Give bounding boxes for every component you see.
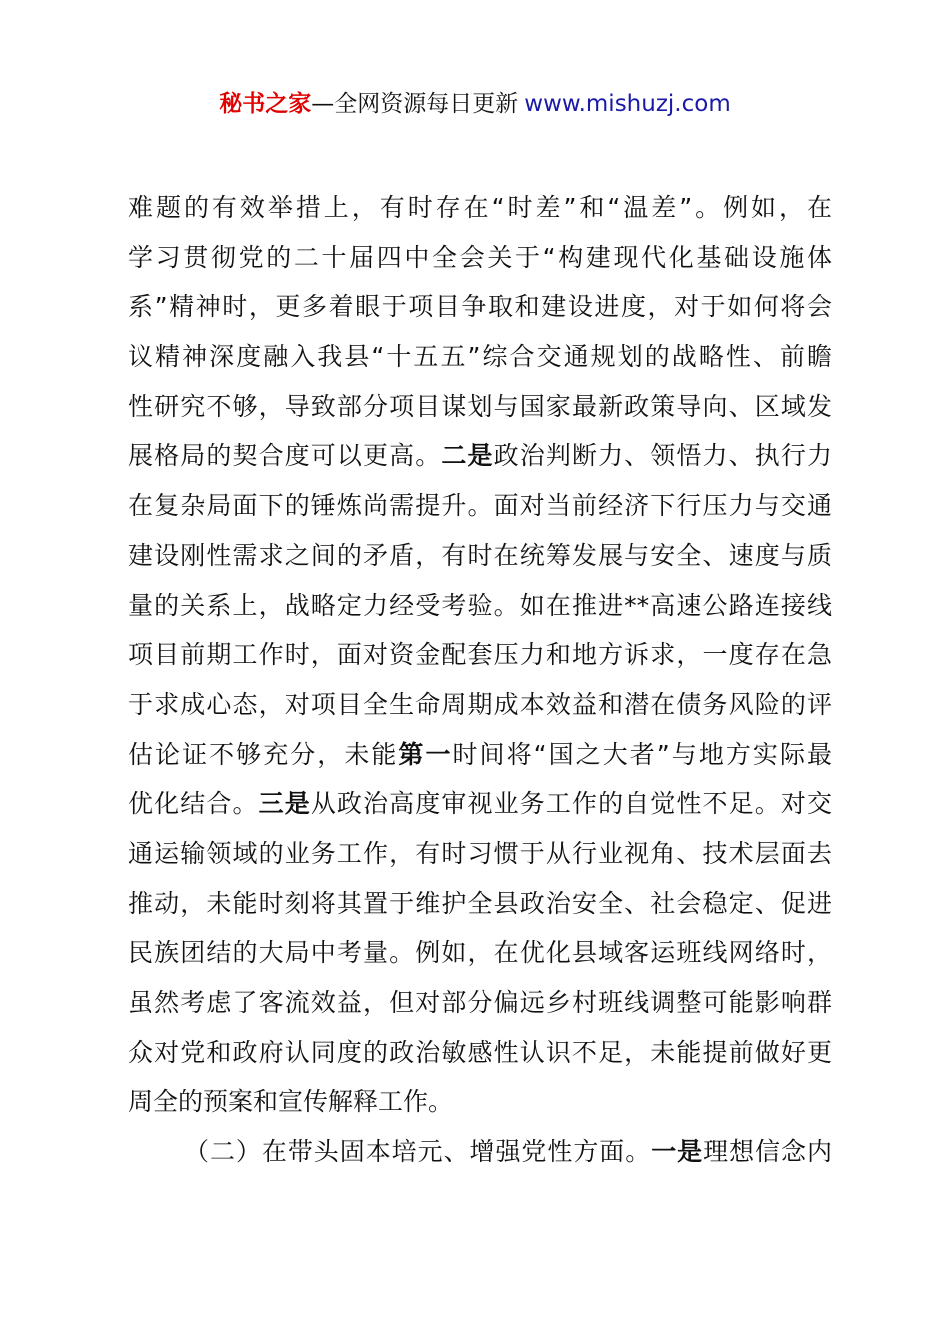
emphasis-text: 二是 (441, 441, 494, 471)
header-tagline: —全网资源每日更新 (311, 91, 519, 117)
text-line-10: 项目前期工作时，面对资金配套压力和地方诉求，一度存在急 (128, 640, 832, 670)
text-line-1: 难题的有效举措上，有时存在“时差”和“温差”。例如，在 (128, 193, 832, 222)
text-line-6: 展格局的契合度可以更高。二是政治判断力、领悟力、执行力 (128, 441, 832, 471)
document-body (128, 183, 832, 1177)
text-line-8: 建设刚性需求之间的矛盾，有时在统筹发展与安全、速度与质 (128, 540, 832, 570)
emphasis-text: 第一 (398, 739, 453, 769)
section-heading-line: （二）在带头固本培元、增强党性方面。一是理想信念内 (184, 1137, 832, 1167)
text-line-15: 推动，未能时刻将其置于维护全县政治安全、社会稳定、促进 (128, 888, 832, 918)
text-line-18: 众对党和政府认同度的政治敏感性认识不足，未能提前做好更 (128, 1037, 832, 1067)
text-line-17: 虽然考虑了客流效益，但对部分偏远乡村班线调整可能影响群 (128, 988, 832, 1017)
text-line-19: 周全的预案和宣传解释工作。 (128, 1087, 454, 1117)
text-line-14: 通运输领域的业务工作，有时习惯于从行业视角、技术层面去 (128, 838, 832, 868)
emphasis-text: 一是 (651, 1137, 704, 1167)
text-line-2: 学习贯彻党的二十届四中全会关于“构建现代化基础设施体 (128, 242, 832, 272)
text-line-7: 在复杂局面下的锤炼尚需提升。面对当前经济下行压力与交通 (128, 491, 832, 521)
emphasis-text: 三是 (258, 789, 311, 819)
page-header (0, 86, 950, 122)
text-line-16: 民族团结的大局中考量。例如，在优化县域客运班线网络时， (128, 938, 832, 968)
text-line-11: 于求成心态，对项目全生命周期成本效益和潜在债务风险的评 (128, 689, 832, 719)
text-line-4: 议精神深度融入我县“十五五”综合交通规划的战略性、前瞻 (128, 342, 832, 372)
text-line-3: 系”精神时，更多着眼于项目争取和建设进度，对于如何将会 (128, 292, 832, 322)
text-line-12: 估论证不够充分，未能第一时间将“国之大者”与地方实际最 (128, 739, 832, 769)
text-line-5: 性研究不够，导致部分项目谋划与国家最新政策导向、区域发 (128, 391, 832, 421)
text-line-9: 量的关系上，战略定力经受考验。如在推进**高速公路连接线 (128, 590, 832, 620)
site-url-link[interactable]: www.mishuzj.com (524, 91, 731, 117)
brand-name: 秘书之家 (219, 91, 312, 117)
text-line-13: 优化结合。三是从政治高度审视业务工作的自觉性不足。对交 (128, 789, 832, 819)
